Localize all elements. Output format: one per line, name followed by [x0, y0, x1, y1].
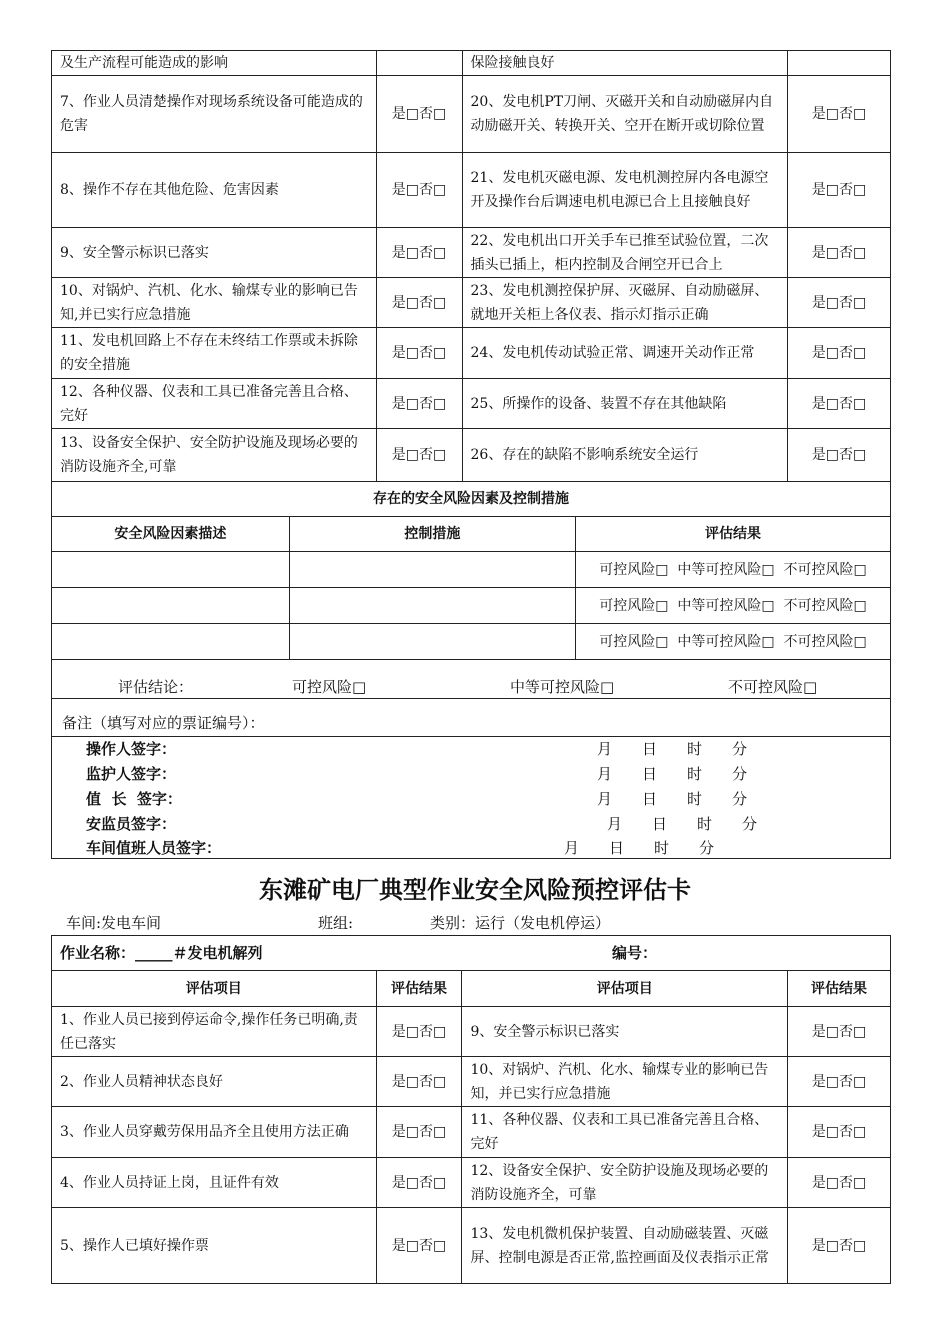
item-text: 26、存在的缺陷不影响系统安全运行	[462, 429, 788, 482]
result-cell[interactable]: 是□否□	[376, 153, 462, 228]
evaluation-table-continued	[51, 50, 891, 482]
result-cell[interactable]	[376, 51, 462, 76]
signature-shift-leader	[86, 788, 182, 809]
table-row	[52, 1107, 891, 1158]
result-cell[interactable]: 是□否□	[376, 1057, 462, 1107]
conclusion-row	[52, 660, 890, 699]
conclusion-uncontrollable[interactable]: 不可控风险□	[728, 678, 818, 696]
control-measure-input[interactable]	[289, 624, 575, 660]
item-text: 12、设备安全保护、安全防护设施及现场必要的消防设施齐全，可靠	[462, 1158, 788, 1208]
remark-row	[52, 698, 890, 737]
table-row	[52, 1057, 891, 1107]
result-cell[interactable]: 是□否□	[376, 1208, 462, 1284]
result-cell[interactable]: 是□否□	[376, 1158, 462, 1208]
table-row	[52, 51, 891, 76]
result-cell[interactable]: 是□否□	[788, 76, 891, 153]
item-text: 23、发电机测控保护屏、灭磁屏、自动励磁屏、就地开关柜上各仪表、指示灯指示正确	[462, 278, 788, 328]
table-row	[52, 228, 891, 278]
signature-safety-inspector	[86, 813, 176, 834]
signature-date[interactable]: 月 日 时 分	[597, 740, 748, 758]
signature-label: 车间值班人员签字：	[86, 839, 222, 857]
workshop-label: 车间:发电车间	[66, 914, 162, 932]
signature-workshop-duty	[86, 837, 221, 858]
result-cell[interactable]: 是□否□	[376, 228, 462, 278]
header-item: 评估项目	[52, 971, 377, 1007]
item-text: 保险接触良好	[462, 51, 788, 76]
risk-description-input[interactable]	[52, 552, 290, 588]
result-cell[interactable]: 是□否□	[788, 429, 891, 482]
header-result: 评估结果	[376, 971, 462, 1007]
item-text: 7、作业人员清楚操作对现场系统设备可能造成的危害	[52, 76, 377, 153]
item-text: 22、发电机出口开关手车已推至试验位置，二次插头已插上，柜内控制及合闸空开已合上	[462, 228, 788, 278]
item-text: 25、所操作的设备、装置不存在其他缺陷	[462, 379, 788, 429]
item-text: 10、对锅炉、汽机、化水、输煤专业的影响已告知,并已实行应急措施	[52, 278, 377, 328]
risk-row	[52, 624, 891, 660]
header-result: 评估结果	[788, 971, 891, 1007]
risk-description-input[interactable]	[52, 624, 290, 660]
risk-description-input[interactable]	[52, 588, 290, 624]
category-label: 类别：运行（发电机停运）	[430, 914, 611, 932]
risk-row	[52, 552, 891, 588]
header-item: 评估项目	[462, 971, 788, 1007]
table-row	[52, 1208, 891, 1284]
job-row	[52, 936, 891, 971]
item-text: 24、发电机传动试验正常、调速开关动作正常	[462, 328, 788, 379]
conclusion-label: 评估结论：	[118, 678, 194, 696]
item-text: 3、作业人员穿戴劳保用品齐全且使用方法正确	[52, 1107, 377, 1158]
table-row	[52, 1158, 891, 1208]
risk-level-options[interactable]: 可控风险□ 中等可控风险□ 不可控风险□	[576, 588, 891, 624]
item-text: 2、作业人员精神状态良好	[52, 1057, 377, 1107]
item-text: 13、发电机微机保护装置、自动励磁装置、灭磁屏、控制电源是否正常,监控画面及仪表指示正常	[462, 1208, 788, 1284]
header-assessment-result: 评估结果	[576, 517, 891, 552]
conclusion-medium[interactable]: 中等可控风险□	[510, 678, 615, 696]
risk-header-row	[52, 517, 891, 552]
signature-date[interactable]: 月 日 时 分	[564, 839, 715, 857]
result-cell[interactable]: 是□否□	[788, 1057, 891, 1107]
table-row	[52, 76, 891, 153]
item-text: 11、各种仪器、仪表和工具已准备完善且合格、完好	[462, 1107, 788, 1158]
result-cell[interactable]: 是□否□	[376, 1107, 462, 1158]
risk-section-title: 存在的安全风险因素及控制措施	[52, 482, 891, 517]
item-text: 5、操作人已填好操作票	[52, 1208, 377, 1284]
signature-label: 值 长 签字：	[86, 790, 182, 808]
job-name[interactable]: 作业名称：_____＃发电机解列	[52, 936, 462, 971]
conclusion-controllable[interactable]: 可控风险□	[292, 678, 367, 696]
control-measure-input[interactable]	[289, 588, 575, 624]
signature-label: 安监员签字：	[86, 815, 177, 833]
result-cell[interactable]: 是□否□	[376, 429, 462, 482]
table-row	[52, 153, 891, 228]
result-cell[interactable]: 是□否□	[788, 1007, 891, 1057]
signature-supervisor	[86, 763, 176, 784]
header-control-measures: 控制措施	[289, 517, 575, 552]
result-cell[interactable]: 是□否□	[376, 1007, 462, 1057]
evaluation-table	[51, 935, 891, 1284]
signature-date[interactable]: 月 日 时 分	[597, 765, 748, 783]
item-text: 9、安全警示标识已落实	[52, 228, 377, 278]
item-text: 21、发电机灭磁电源、发电机测控屏内各电源空开及操作台后调速电机电源已合上且接触良好	[462, 153, 788, 228]
signature-operator	[86, 738, 176, 759]
table-row	[52, 278, 891, 328]
item-text: 4、作业人员持证上岗，且证件有效	[52, 1158, 377, 1208]
risk-level-options[interactable]: 可控风险□ 中等可控风险□ 不可控风险□	[576, 624, 891, 660]
result-cell[interactable]: 是□否□	[788, 1107, 891, 1158]
item-text: 12、各种仪器、仪表和工具已准备完善且合格、完好	[52, 379, 377, 429]
item-text: 9、安全警示标识已落实	[462, 1007, 788, 1057]
item-text: 8、操作不存在其他危险、危害因素	[52, 153, 377, 228]
risk-level-options[interactable]: 可控风险□ 中等可控风险□ 不可控风险□	[576, 552, 891, 588]
header-row	[52, 971, 891, 1007]
table-row	[52, 379, 891, 429]
risk-row	[52, 588, 891, 624]
result-cell[interactable]	[788, 51, 891, 76]
result-cell[interactable]: 是□否□	[788, 1158, 891, 1208]
control-measure-input[interactable]	[289, 552, 575, 588]
result-cell[interactable]: 是□否□	[788, 1208, 891, 1284]
risk-table	[51, 516, 891, 660]
remark-label: 备注（填写对应的票证编号）：	[62, 714, 265, 732]
item-text: 及生产流程可能造成的影响	[52, 51, 377, 76]
item-text: 13、设备安全保护、安全防护设施及现场必要的消防设施齐全,可靠	[52, 429, 377, 482]
result-cell[interactable]: 是□否□	[788, 228, 891, 278]
item-text: 20、发电机PT刀闸、灭磁开关和自动励磁屏内自动励磁开关、转换开关、空开在断开或切除位置	[462, 76, 788, 153]
table-row	[52, 429, 891, 482]
item-text: 11、发电机回路上不存在未终结工作票或未拆除的安全措施	[52, 328, 377, 379]
result-cell[interactable]: 是□否□	[376, 379, 462, 429]
item-text: 1、作业人员已接到停运命令,操作任务已明确,责任已落实	[52, 1007, 377, 1057]
result-cell[interactable]: 是□否□	[788, 153, 891, 228]
signature-date[interactable]: 月 日 时 分	[607, 815, 758, 833]
card-meta	[0, 908, 950, 936]
signature-date[interactable]: 月 日 时 分	[597, 790, 748, 808]
card-number[interactable]: 编号：	[462, 936, 891, 971]
result-cell[interactable]: 是□否□	[376, 328, 462, 379]
result-cell[interactable]: 是□否□	[788, 379, 891, 429]
result-cell[interactable]: 是□否□	[788, 278, 891, 328]
risk-section-title-box	[51, 481, 891, 517]
header-risk-description: 安全风险因素描述	[52, 517, 290, 552]
result-cell[interactable]: 是□否□	[376, 278, 462, 328]
signature-label: 监护人签字：	[86, 765, 177, 783]
signature-label: 操作人签字：	[86, 740, 177, 758]
item-text: 10、对锅炉、汽机、化水、输煤专业的影响已告知，并已实行应急措施	[462, 1057, 788, 1107]
result-cell[interactable]: 是□否□	[376, 76, 462, 153]
card-title: 东滩矿电厂典型作业安全风险预控评估卡	[259, 876, 691, 904]
table-row	[52, 1007, 891, 1057]
table-row	[52, 328, 891, 379]
team-label[interactable]: 班组:	[318, 914, 354, 932]
result-cell[interactable]: 是□否□	[788, 328, 891, 379]
signature-block	[51, 659, 891, 859]
